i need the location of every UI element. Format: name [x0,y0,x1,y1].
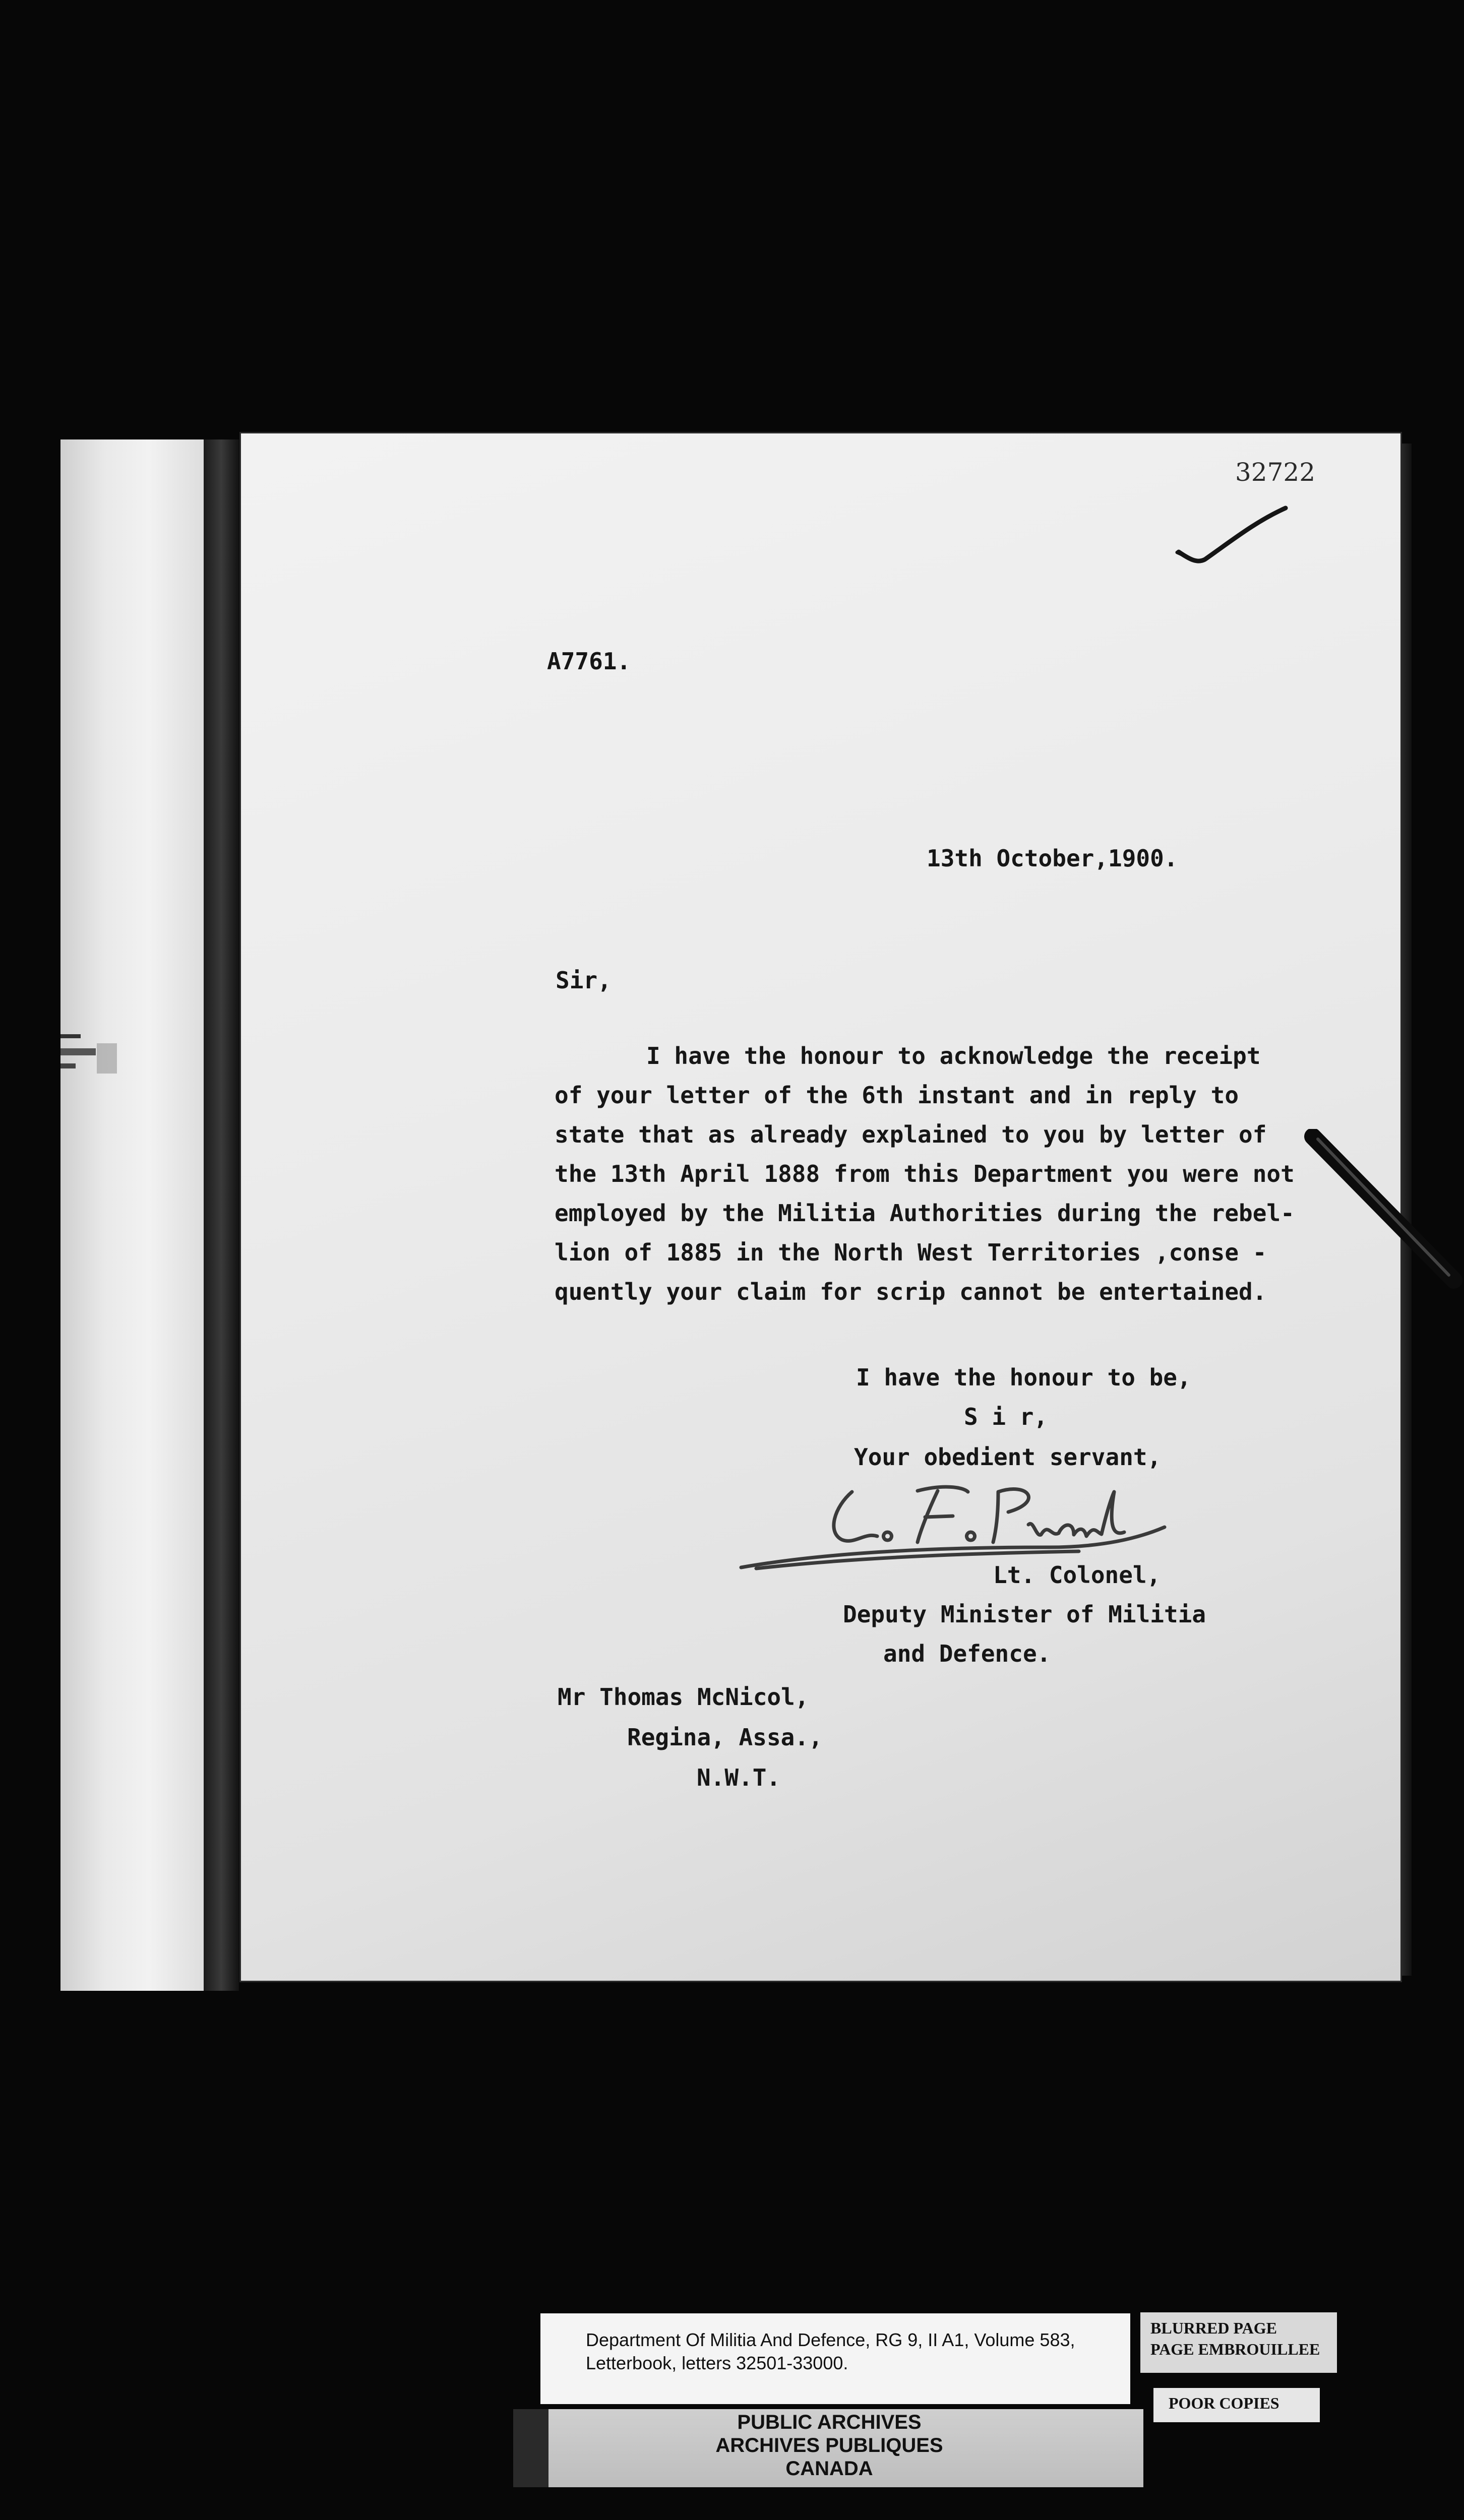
letter-date: 13th October,1900. [927,845,1178,872]
body-line: lion of 1885 in the North West Territories ,conse - [555,1239,1267,1266]
signer-title-cont: and Defence. [883,1640,1051,1667]
blurred-line: BLURRED PAGE [1150,2319,1277,2337]
body-line: of your letter of the 6th instant and in reply to [555,1082,1239,1109]
addressee-name: Mr Thomas McNicol, [558,1683,809,1711]
citation-label [540,2313,1130,2404]
signer-title: Deputy Minister of Militia [843,1601,1206,1628]
blurred-page-stamp [1140,2312,1337,2373]
blurred-line: PAGE EMBROUILLEE [1150,2340,1320,2358]
body-line: the 13th April 1888 from this Department you were not [555,1160,1295,1187]
closing-line: Your obedient servant, [854,1443,1162,1471]
pen-icon [1303,1129,1464,1295]
archive-line: CANADA [785,2458,873,2480]
citation-line: Letterbook, letters 32501-33000. [586,2353,848,2373]
closing-line: I have the honour to be, [856,1364,1191,1391]
archive-line: ARCHIVES PUBLIQUES [715,2434,943,2456]
archive-stamp-edge [513,2409,548,2487]
signature [726,1472,1170,1572]
addressee-city: Regina, Assa., [627,1724,823,1751]
binding-gutter [204,439,239,1991]
reference-number: A7761. [547,648,631,675]
body-line: quently your claim for scrip cannot be entertained. [555,1278,1267,1305]
closing-line: S i r, [964,1403,1048,1430]
checkmark-icon [1175,504,1291,575]
citation-line: Department Of Militia And Defence, RG 9, II A1, Volume 583, [586,2329,1075,2350]
archive-stamp [555,2411,1104,2480]
archive-line: PUBLIC ARCHIVES [737,2411,922,2433]
facing-page-marks [60,1033,131,1089]
body-line: I have the honour to acknowledge the receipt [646,1042,1261,1069]
body-line: state that as already explained to you by letter of [555,1121,1267,1148]
salutation: Sir, [556,967,612,994]
signer-rank: Lt. Colonel, [993,1561,1161,1589]
facing-page-strip [60,439,208,1991]
folio-number: 32722 [1235,458,1316,487]
addressee-region: N.W.T. [697,1764,781,1791]
poor-copies-stamp: POOR COPIES [1153,2388,1320,2422]
body-line: employed by the Militia Authorities during the rebel- [555,1200,1295,1227]
